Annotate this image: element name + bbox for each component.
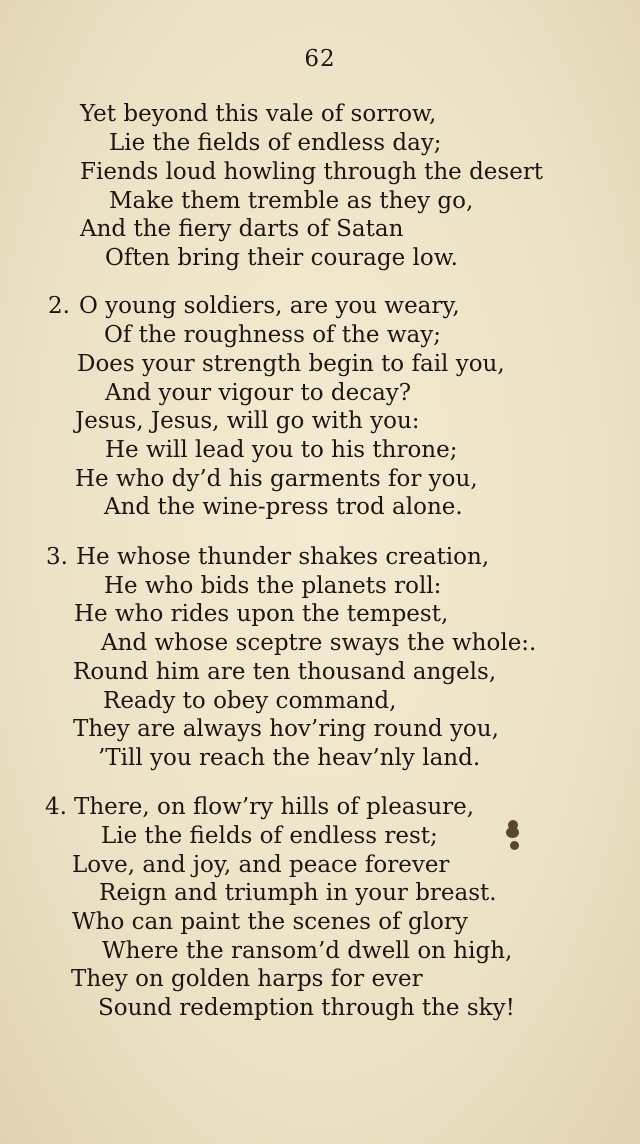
verse-line: They on golden harps for ever [71, 966, 423, 992]
stanza-number: 2. [48, 293, 70, 319]
verse-line: Lie the fields of endless day; [109, 130, 442, 156]
verse-line: Who can paint the scenes of glory [72, 909, 468, 935]
verse-line: There, on flow’ry hills of pleasure, [74, 794, 475, 820]
verse-line: And your vigour to decay? [105, 380, 412, 406]
page-number: 62 [304, 46, 336, 72]
verse-line: Of the roughness of the way; [104, 322, 441, 348]
verse-line: He will lead you to his throne; [105, 437, 458, 463]
verse-line: He who dy’d his garments for you, [75, 466, 478, 492]
verse-line: He whose thunder shakes creation, [76, 544, 490, 570]
verse-line: Reign and triumph in your breast. [99, 880, 497, 906]
verse-line: They are always hov’ring round you, [73, 716, 499, 742]
verse-line: Fiends loud howling through the desert [80, 159, 544, 185]
verse-line: And whose sceptre sways the whole:. [101, 630, 537, 656]
verse-line: Lie the fields of endless rest; [101, 823, 438, 849]
verse-line: Jesus, Jesus, will go with you: [75, 408, 420, 434]
verse-line: Where the ransom’d dwell on high, [102, 938, 513, 964]
verse-line: O young soldiers, are you weary, [79, 293, 460, 319]
verse-line: And the fiery darts of Satan [80, 216, 404, 242]
verse-line: Ready to obey command, [103, 688, 397, 714]
ink-stain [506, 820, 520, 852]
verse-line: And the wine-press trod alone. [104, 494, 463, 520]
stanza-number: 3. [46, 544, 68, 570]
verse-line: Does your strength begin to fail you, [77, 351, 505, 377]
verse-line: Round him are ten thousand angels, [73, 659, 497, 685]
verse-line: Make them tremble as they go, [109, 188, 474, 214]
verse-line: Love, and joy, and peace forever [72, 852, 450, 878]
verse-line: He who rides upon the tempest, [74, 601, 449, 627]
verse-line: He who bids the planets roll: [104, 573, 442, 599]
verse-line: Yet beyond this vale of sorrow, [80, 101, 437, 127]
stanza-number: 4. [45, 794, 67, 820]
verse-line: Often bring their courage low. [105, 245, 458, 271]
verse-line: ’Till you reach the heav’nly land. [98, 745, 481, 771]
verse-line: Sound redemption through the sky! [98, 995, 515, 1021]
